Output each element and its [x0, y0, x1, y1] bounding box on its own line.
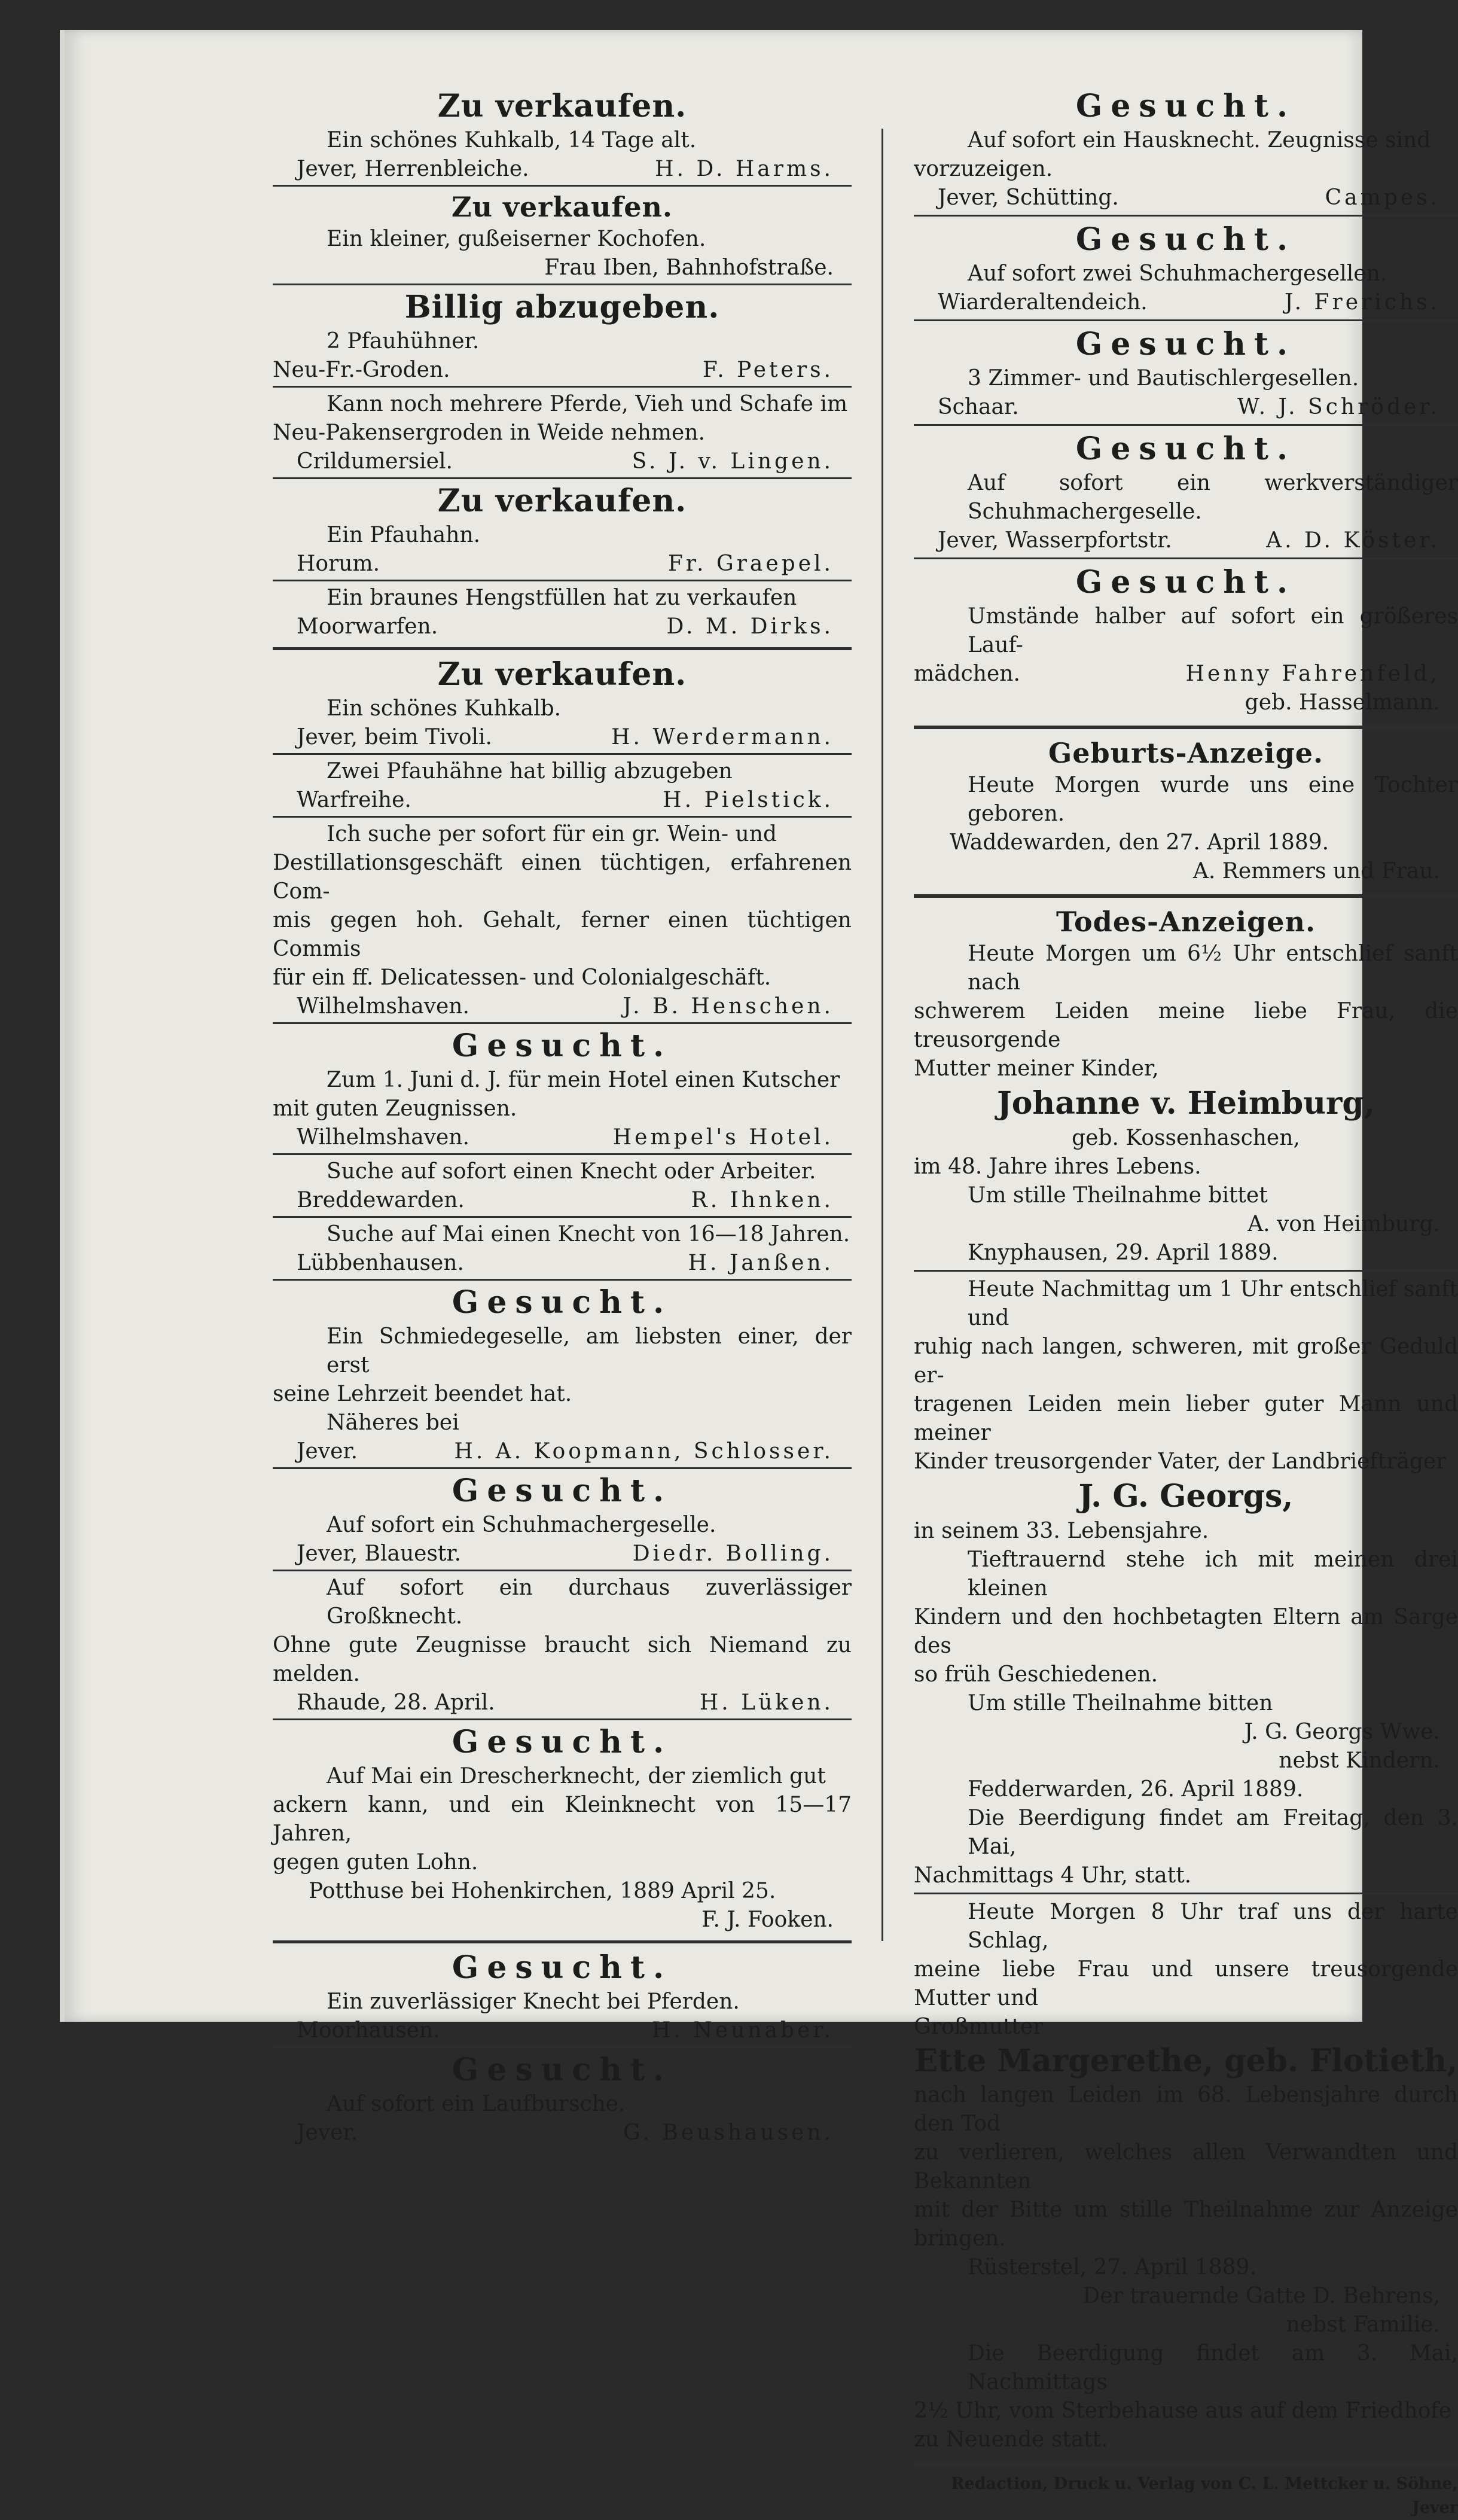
- ad-text: seine Lehrzeit beendet hat.: [273, 1382, 572, 1406]
- ad-left-12: [273, 1220, 852, 1281]
- ad-heading: Gesucht.: [452, 1949, 673, 1986]
- ad-left-16: [273, 1723, 852, 1943]
- notice-text: Mutter meiner Kinder,: [914, 1056, 1159, 1081]
- ad-signature: Jever, beim Tivoli. H. Werdermann.: [297, 725, 834, 749]
- ad-text: mit guten Zeugnissen.: [273, 1096, 517, 1121]
- ad-left-7: [273, 655, 852, 755]
- divider: [273, 1467, 852, 1469]
- ad-text: Ein Schmiedegeselle, am liebsten einer, der erst: [327, 1324, 852, 1378]
- ad-signature: Jever, Herrenbleiche. H. D. Harms.: [297, 157, 834, 181]
- ad-signature: Crildumersiel. S. J. v. Lingen.: [297, 449, 834, 474]
- notice-place: Rüsterstel, 27. April 1889.: [968, 2255, 1256, 2280]
- ad-text: Destillationsgeschäft einen tüchtigen, erfahrenen Com-: [273, 851, 852, 904]
- ad-signature: F. J. Fooken.: [701, 1907, 834, 1932]
- funeral-info: Die Beerdigung findet am 3. Mai, Nachmittags: [968, 2341, 1458, 2394]
- notice-text: ruhig nach langen, schweren, mit großer Geduld er-: [914, 1334, 1458, 1388]
- ad-left-8: [273, 757, 852, 818]
- notice-text: in seinem 33. Lebensjahre.: [914, 1519, 1209, 1543]
- notice-text: Tieftrauernd stehe ich mit meinen drei kleinen: [968, 1547, 1458, 1601]
- ad-text: Näheres bei: [327, 1410, 459, 1435]
- notice-text: Heute Morgen 8 Uhr traf uns der harte Schlag,: [968, 1900, 1458, 1953]
- imprint-footer: Redaction, Druck u. Verlag von C. L. Mettcker u. Söhne, Jever: [951, 2475, 1458, 2517]
- divider: [273, 753, 852, 755]
- ad-text: Ich suche per sofort für ein gr. Wein- und: [327, 822, 777, 846]
- ad-signature: Moorhausen. H. Neunaber.: [297, 2018, 834, 2043]
- death-notice-1: [914, 940, 1458, 1272]
- ad-text: 3 Zimmer- und Bautischlergesellen.: [968, 366, 1359, 391]
- ad-text: Auf sofort ein Hausknecht. Zeugnisse sind: [968, 128, 1431, 153]
- ad-text: Suche auf Mai einen Knecht von 16—18 Jahren.: [327, 1222, 850, 1247]
- newspaper-page: [60, 30, 1458, 2517]
- notice-text: Großmutter: [914, 2015, 1044, 2039]
- ad-text: Auf sofort ein Laufbursche.: [327, 2092, 626, 2116]
- ad-text: Auf sofort ein durchaus zuverlässiger Großknecht.: [327, 1576, 852, 1629]
- ad-heading: Gesucht.: [452, 1724, 673, 1760]
- divider: [273, 1022, 852, 1024]
- divider: [914, 1893, 1458, 1894]
- notice-place: Knyphausen, 29. April 1889.: [968, 1241, 1279, 1265]
- divider: [273, 1153, 852, 1155]
- ad-signature: Frau Iben, Bahnhofstraße.: [544, 255, 834, 280]
- ad-right-2: [914, 220, 1458, 321]
- divider: [914, 215, 1458, 217]
- notice-text: im 48. Jahre ihres Lebens.: [914, 1154, 1201, 1179]
- notice-text: Kindern und den hochbetagten Eltern am Sarge des: [914, 1605, 1458, 1658]
- ad-left-10: [273, 1026, 852, 1155]
- ad-signature: Lübbenhausen. H. Janßen.: [297, 1251, 834, 1275]
- ad-left-17: [273, 1948, 852, 2048]
- notice-signature: J. G. Georgs Wwe.: [1244, 1720, 1440, 1744]
- notice-signature: nebst Kindern.: [1279, 1748, 1440, 1773]
- birth-signature: A. Remmers und Frau.: [1192, 859, 1440, 883]
- ad-text: Auf sofort ein Schuhmachergeselle.: [327, 1513, 716, 1537]
- ad-right-3: [914, 325, 1458, 426]
- ad-text: Ein schönes Kuhkalb, 14 Tage alt.: [327, 128, 697, 153]
- ad-heading: Billig abzugeben.: [404, 289, 720, 325]
- notice-text: schwerem Leiden meine liebe Frau, die treusorgende: [914, 999, 1458, 1052]
- divider: [273, 2046, 852, 2048]
- notice-text: meine liebe Frau und unsere treusorgende Mutter und: [914, 1957, 1458, 2010]
- notice-text: Heute Morgen um 6½ Uhr entschlief sanft nach: [968, 941, 1458, 995]
- birth-announcement: [914, 735, 1458, 898]
- ad-heading: Gesucht.: [452, 1473, 673, 1509]
- divider: [273, 1216, 852, 1218]
- ad-left-11: [273, 1157, 852, 1218]
- ad-left-1: [273, 87, 852, 187]
- ad-left-18: [273, 2050, 852, 2147]
- ad-signature: Jever, Wasserpfortstr. A. D. Köster.: [938, 528, 1440, 553]
- ad-left-2: [273, 189, 852, 285]
- divider: [914, 726, 1458, 729]
- ad-heading: Gesucht.: [1075, 431, 1297, 467]
- ad-signature: Jever. H. A. Koopmann, Schlosser.: [297, 1439, 834, 1464]
- ad-text: Zwei Pfauhähne hat billig abzugeben: [327, 759, 733, 784]
- ad-text: Neu-Pakensergroden in Weide nehmen.: [273, 420, 705, 445]
- ad-text: für ein ff. Delicatessen- und Colonialgeschäft.: [273, 965, 771, 990]
- ad-signature: Warfreihe. H. Pielstick.: [297, 788, 834, 812]
- ad-left-14: [273, 1471, 852, 1571]
- ad-text: Suche auf sofort einen Knecht oder Arbeiter.: [327, 1159, 816, 1184]
- divider: [914, 557, 1458, 559]
- ad-text: Ein schönes Kuhkalb.: [327, 696, 562, 721]
- notice-text: Um stille Theilnahme bitten: [968, 1691, 1273, 1715]
- ad-signature: Rhaude, 28. April. H. Lüken.: [297, 1690, 834, 1715]
- divider: [273, 1570, 852, 1571]
- notice-text: mit der Bitte um stille Theilnahme zur Anzeige bringen.: [914, 2198, 1458, 2251]
- birth-heading: Geburts-Anzeige.: [1048, 737, 1324, 769]
- ad-right-4: [914, 429, 1458, 559]
- ad-text: mis gegen hoh. Gehalt, ferner einen tüchtigen Commis: [273, 908, 852, 961]
- ad-text: Kann noch mehrere Pferde, Vieh und Schafe im: [327, 392, 848, 416]
- death-announcements: [914, 904, 1458, 2466]
- funeral-info: 2½ Uhr, vom Sterbehause aus auf dem Friedhofe: [914, 2399, 1451, 2423]
- right-column: [914, 87, 1458, 2520]
- ad-text: 2 Pfauhühner.: [327, 329, 480, 354]
- divider: [914, 319, 1458, 321]
- notice-text: zu verlieren, welches allen Verwandten und Bekannten: [914, 2140, 1458, 2193]
- death-notice-3: [914, 1898, 1458, 2466]
- ad-heading: Gesucht.: [452, 1028, 673, 1064]
- divider: [273, 647, 852, 650]
- ad-text: ackern kann, und ein Kleinknecht von 15—17 Jahren,: [273, 1793, 852, 1846]
- ad-heading: Zu verkaufen.: [437, 88, 687, 124]
- ad-signature-extra: geb. Hasselmann.: [1245, 690, 1440, 715]
- ad-text: Ein zuverlässiger Knecht bei Pferden.: [327, 1989, 740, 2014]
- birth-text: Waddewarden, den 27. April 1889.: [950, 830, 1329, 855]
- notice-text: Um stille Theilnahme bittet: [968, 1183, 1268, 1208]
- ad-text: Ein kleiner, gußeiserner Kochofen.: [327, 227, 706, 251]
- ad-left-13: [273, 1283, 852, 1469]
- ad-text: vorzuzeigen.: [914, 157, 1053, 181]
- divider: [914, 894, 1458, 898]
- ad-text: Auf sofort ein werkverständiger Schuhmachergeselle.: [968, 471, 1458, 524]
- ad-text: Auf Mai ein Drescherknecht, der ziemlich gut: [327, 1764, 826, 1788]
- deaths-heading: Todes-Anzeigen.: [1056, 906, 1316, 938]
- ad-signature: Jever, Blauestr. Diedr. Bolling.: [297, 1541, 834, 1566]
- divider: [273, 477, 852, 479]
- ad-heading: Gesucht.: [1075, 326, 1297, 362]
- ad-heading: Gesucht.: [452, 1284, 673, 1321]
- ad-text: gegen guten Lohn.: [273, 1850, 478, 1875]
- notice-signature: Der trauernde Gatte D. Behrens,: [1082, 2284, 1440, 2308]
- notice-text: nach langen Leiden im 68. Lebensjahre durch den Tod: [914, 2083, 1458, 2136]
- divider: [273, 1279, 852, 1281]
- ad-heading: Gesucht.: [1075, 564, 1297, 601]
- ad-heading: Zu verkaufen.: [452, 191, 673, 223]
- ad-heading: Gesucht.: [452, 2052, 673, 2088]
- ad-left-3: [273, 288, 852, 388]
- column-rule: [881, 129, 883, 1941]
- ad-right-1: [914, 87, 1458, 217]
- notice-signature: nebst Familie.: [1286, 2312, 1440, 2337]
- divider: [273, 284, 852, 285]
- notice-place: Fedderwarden, 26. April 1889.: [968, 1777, 1304, 1802]
- ad-heading: Gesucht.: [1075, 221, 1297, 258]
- ad-text: Ohne gute Zeugnisse braucht sich Niemand zu melden.: [273, 1633, 852, 1686]
- ad-right-5: [914, 563, 1458, 729]
- notice-text: tragenen Leiden mein lieber guter Mann und meiner: [914, 1392, 1458, 1445]
- ad-signature: Jever, Schütting. Campes.: [938, 185, 1440, 210]
- ad-signature: Wiarderaltendeich. J. Frerichs.: [938, 290, 1440, 315]
- notice-text: so früh Geschiedenen.: [914, 1662, 1158, 1687]
- ad-left-15: [273, 1574, 852, 1720]
- ad-heading: Zu verkaufen.: [437, 483, 687, 519]
- divider: [914, 424, 1458, 426]
- ad-signature: mädchen. Henny Fahrenfeld,: [914, 662, 1440, 686]
- deceased-name: J. G. Georgs,: [1078, 1478, 1294, 1515]
- divider: [273, 1718, 852, 1720]
- ad-text: Ein braunes Hengstfüllen hat zu verkaufen: [327, 586, 797, 610]
- ad-text: Auf sofort zwei Schuhmachergesellen.: [968, 261, 1387, 286]
- ad-signature: Breddewarden. R. Ihnken.: [297, 1188, 834, 1212]
- ad-signature: Moorwarfen. D. M. Dirks.: [297, 614, 834, 639]
- funeral-info: Die Beerdigung findet am Freitag, den 3. Mai,: [968, 1806, 1458, 1859]
- divider: [914, 1270, 1458, 1272]
- funeral-info: Nachmittags 4 Uhr, statt.: [914, 1863, 1192, 1888]
- left-column: [273, 87, 852, 2147]
- divider: [273, 1940, 852, 1943]
- ad-text: Zum 1. Juni d. J. für mein Hotel einen Kutscher: [327, 1068, 840, 1092]
- death-notice-2: [914, 1275, 1458, 1894]
- nee-line: geb. Kossenhaschen,: [1072, 1126, 1300, 1150]
- ad-signature: Neu-Fr.-Groden. F. Peters.: [273, 358, 834, 382]
- ad-signature: Jever. G. Beushausen.: [297, 2120, 834, 2145]
- divider: [273, 386, 852, 388]
- notice-text: Heute Nachmittag um 1 Uhr entschlief sanft und: [968, 1277, 1458, 1330]
- ad-text: Umstände halber auf sofort ein größeres Lauf-: [968, 604, 1458, 657]
- divider: [914, 2463, 1458, 2466]
- ad-signature: Wilhelmshaven. J. B. Henschen.: [297, 994, 834, 1019]
- ad-text: Potthuse bei Hohenkirchen, 1889 April 25.: [309, 1879, 776, 1903]
- ad-left-5: [273, 482, 852, 581]
- ad-left-6: [273, 584, 852, 650]
- ad-heading: Gesucht.: [1075, 88, 1297, 124]
- ad-signature: Schaar. W. J. Schröder.: [938, 395, 1440, 419]
- funeral-info: zu Neuende statt.: [914, 2427, 1108, 2452]
- notice-signature: A. von Heimburg.: [1247, 1212, 1440, 1236]
- ad-heading: Zu verkaufen.: [437, 656, 687, 693]
- ad-left-9: [273, 820, 852, 1024]
- ad-signature: Wilhelmshaven. Hempel's Hotel.: [297, 1125, 834, 1150]
- ad-signature: Horum. Fr. Graepel.: [297, 551, 834, 576]
- divider: [273, 580, 852, 581]
- divider: [273, 185, 852, 187]
- notice-text: Kinder treusorgender Vater, der Landbriefträger: [914, 1449, 1447, 1474]
- birth-text: Heute Morgen wurde uns eine Tochter geboren.: [968, 773, 1458, 826]
- divider: [273, 816, 852, 818]
- ad-text: Ein Pfauhahn.: [327, 523, 481, 547]
- ad-left-4: [273, 390, 852, 479]
- deceased-name: Johanne v. Heimburg,: [997, 1085, 1375, 1122]
- deceased-name: Ette Margerethe, geb. Flotieth,: [914, 2043, 1458, 2079]
